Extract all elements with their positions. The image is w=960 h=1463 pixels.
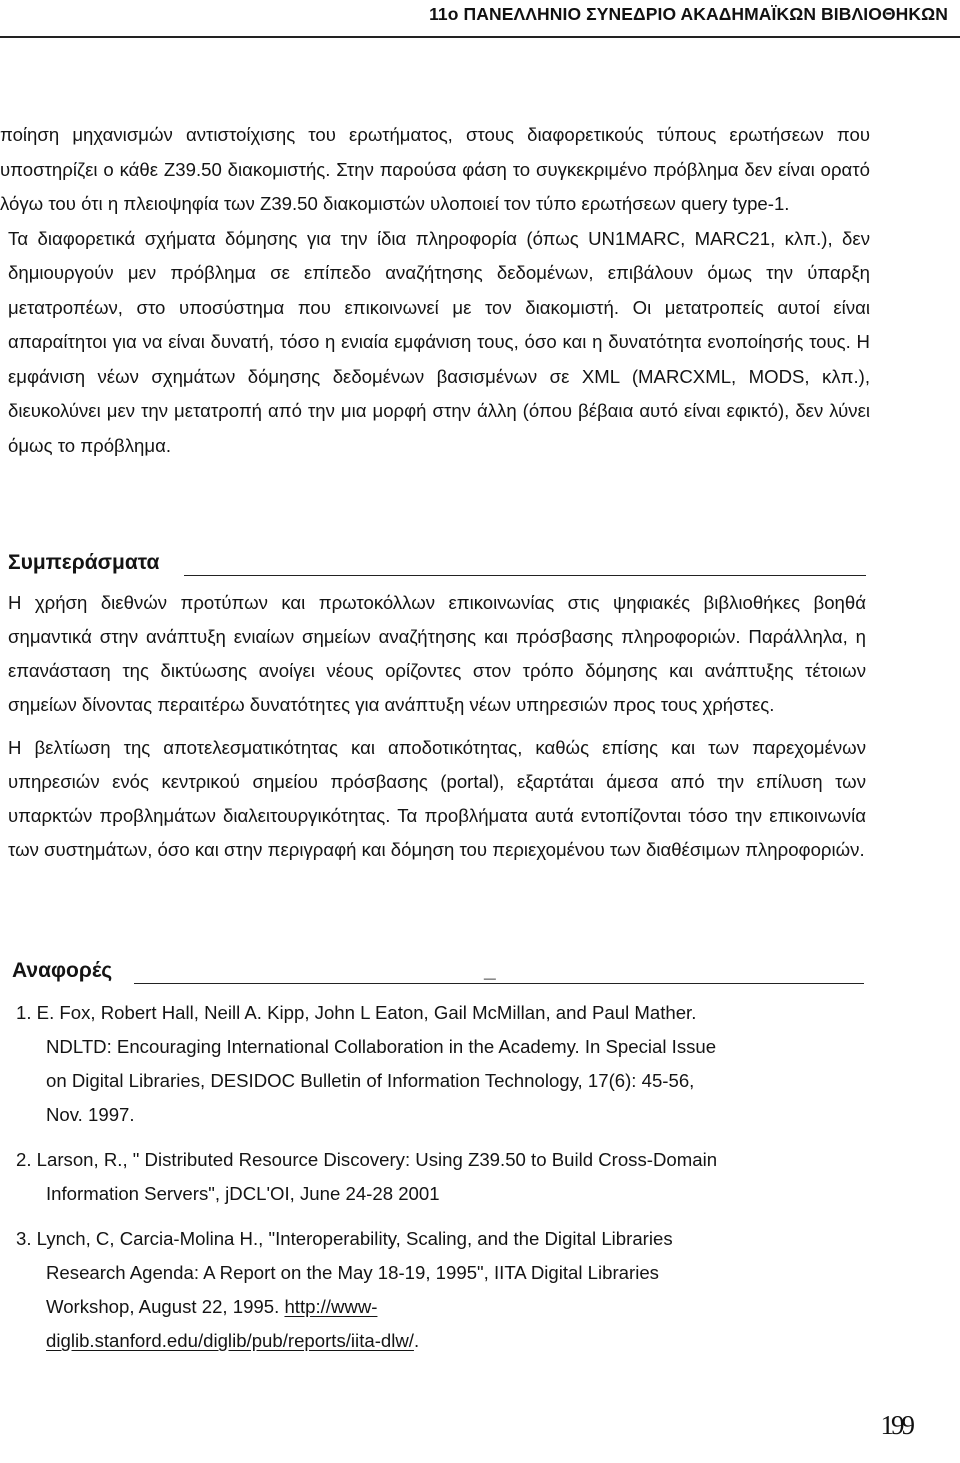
reference-3-trailing: .: [413, 1330, 420, 1351]
conclusions-paragraph-2: Η βελτίωση της αποτελεσματικότητας και αποδοτικότητας, καθώς επίσης και των παρεχομένων υπηρεσιών ενός κεντρικού σημείου πρόσβασης (portal), εξαρτάται άμεσα από την επίλυση των υπαρκτών προβλημάτων διαλειτουργικότητας. Τα προβλήματα αυτά εντοπίζονται τόσο την επικοινωνία των συστημάτων, όσο και στην περιγραφή και δόμηση του περιεχομένου των διαθέσιμων πληροφοριών.: [8, 737, 866, 860]
reference-1-line-1: 1. E. Fox, Robert Hall, Neill A. Kipp, John L Eaton, Gail McMillan, and Paul Mather.: [16, 1002, 697, 1023]
references-heading-rule: [134, 983, 864, 985]
intro-paragraph-2: Τα διαφορετικά σχήματα δόμησης για την ίδια πληροφορία (όπως UN1MARC, MARC21, κλπ.), δεν δημιουργούν μεν πρόβλημα σε επίπεδο αναζήτησης δεδομένων, επιβάλουν όμως την ύπαρξη μετατροπέων, στο υποσύστημα που επικοινωνεί με τον διακομιστή. Οι μετατροπείς αυτοί είναι απαραίτητοι για να είναι δυνατή, τόσο η ενιαία εμφάνιση τους, όσο και η δυνατότητα ενοποίησής τους. Η εμφάνιση νέων σχημάτων δόμησης δεδομένων βασισμένων σε XML (MARCXML, MODS, κλπ.), διευκολύνει μεν την μετατροπή από την μια μορφή στην άλλη (όπου βέβαια αυτό είναι εφικτό), δεν λύνει όμως το πρόβλημα.: [8, 227, 870, 456]
reference-3-line-4: [16, 1324, 856, 1358]
reference-item: [16, 996, 856, 1132]
references-heading-block: [12, 956, 864, 986]
reference-1-line-4: Nov. 1997.: [46, 1104, 135, 1125]
conclusions-heading-text: Συμπεράσματα: [8, 551, 160, 574]
page-number: 199: [880, 1410, 912, 1440]
reference-2-line-1: 2. Larson, R., " Distributed Resource Discovery: Using Z39.50 to Build Cross-Domain: [16, 1149, 718, 1170]
conclusions-paragraph-1: Η χρήση διεθνών προτύπων και πρωτοκόλλων επικοινωνίας στις ψηφιακές βιβλιοθήκες βοηθά σημαντικά στην ανάπτυξη ενιαίων σημείων αναζήτησης και πρόσβασης πληροφοριών. Παράλληλα, η επανάσταση της δικτύωσης ανοίγει νέους ορίζοντες στον τρόπο δόμησης και ανάπτυξης τέτοιων σημείων δίνοντας περαιτέρω δυνατότητες για ανάπτυξη νέων υπηρεσιών προς τους χρήστες.: [8, 592, 866, 715]
reference-3-link-part-2[interactable]: diglib.stanford.edu/diglib/pub/reports/iita-dlw/: [46, 1330, 414, 1351]
running-header: 11ο ΠΑΝΕΛΛΗΝΙΟ ΣΥΝΕΔΡΙΟ ΑΚΑΔΗΜΑΪΚΩΝ ΒΙΒΛΙΟΘΗΚΩΝ: [429, 4, 948, 24]
references-heading-text: Αναφορές: [12, 959, 113, 982]
references-heading-mark: _: [484, 959, 496, 982]
intro-paragraph-1: ποίηση μηχανισμών αντιστοίχισης του ερωτήματος, στους διαφορετικούς τύπους ερωτήσεων που υποστηρίζει ο κάθε Z39.50 διακομιστής. Στην παρούσα φάση το συγκεκριμένο πρόβλημα δεν είναι ορατό λόγω του ότι η πλειοψηφία των Z39.50 διακομιστών υλοποιεί τον τύπο ερωτήσεων query type-1.: [0, 124, 870, 214]
conclusions-heading-rule: [184, 575, 866, 577]
reference-1-line-2: NDLTD: Encouraging International Collaboration in the Academy. In Special Issue: [46, 1036, 717, 1057]
reference-3-line-1: 3. Lynch, C, Carcia-Molina H., "Interoperability, Scaling, and the Digital Libraries: [16, 1228, 673, 1249]
references-heading: [12, 956, 864, 986]
reference-1-line-3: on Digital Libraries, DESIDOC Bulletin of Information Technology, 17(6): 45-56,: [46, 1070, 695, 1091]
reference-3-line-2: Research Agenda: A Report on the May 18-19, 1995", IITA Digital Libraries: [46, 1262, 659, 1283]
conclusions-heading: [8, 548, 866, 578]
reference-3-link-part-1[interactable]: http://www-: [284, 1296, 378, 1317]
references-list: [16, 996, 856, 1369]
reference-3-line-3-text: Workshop, August 22, 1995.: [46, 1296, 280, 1317]
reference-item: [16, 1143, 856, 1211]
conclusions-section: [8, 548, 866, 867]
header-rule: [0, 36, 960, 38]
reference-item: [16, 1222, 856, 1358]
reference-3-line-3: [16, 1290, 856, 1324]
intro-text: [0, 118, 870, 463]
reference-2-line-2: Information Servers", jDCL'OI, June 24-28 2001: [46, 1183, 440, 1204]
